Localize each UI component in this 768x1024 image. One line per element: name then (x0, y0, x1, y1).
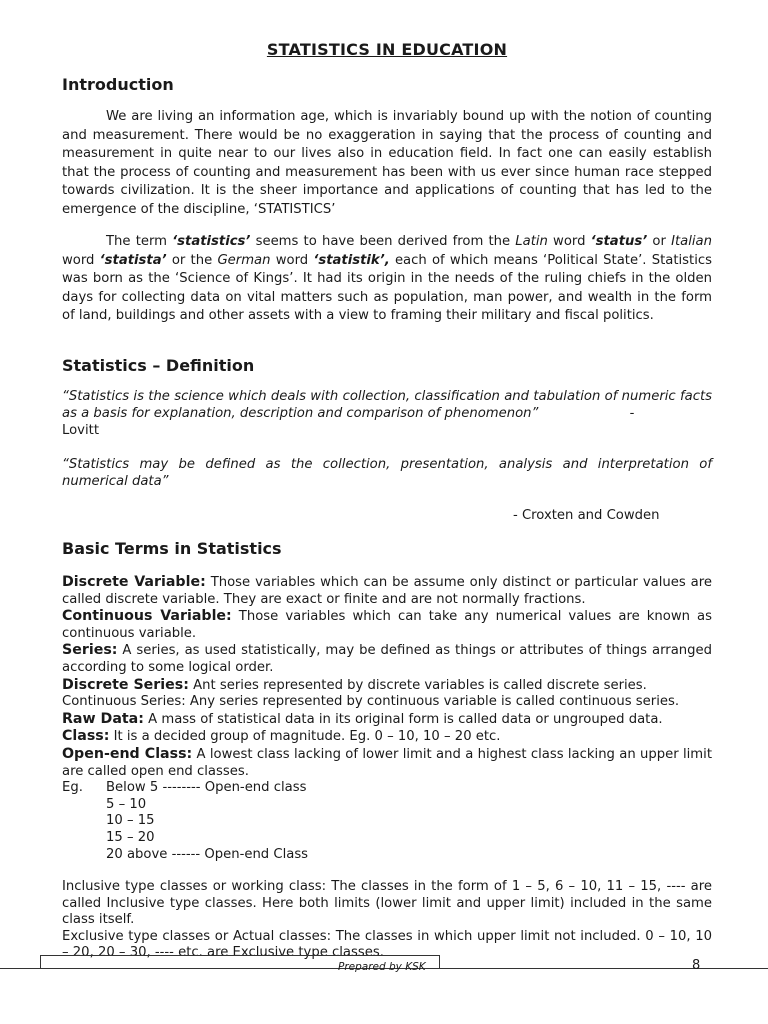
example-line: 10 – 15 (106, 813, 155, 829)
term-class: Class: It is a decided group of magnitude. Eg. 0 – 10, 10 – 20 etc. (62, 728, 501, 745)
term-continuous-variable: Continuous Variable: Those variables which can take any numerical values are known as continuous variable. (62, 608, 712, 641)
page-number: 8 (692, 958, 701, 973)
quote-author-croxten: - Croxten and Cowden (513, 508, 660, 523)
term-series: Series: A series, as used statistically, may be defined as things or attributes of things arranged according to some logical order. (62, 642, 712, 675)
definition-heading: Statistics – Definition (62, 356, 255, 375)
example-line: 20 above ------ Open-end Class (106, 846, 309, 862)
example-line: 5 – 10 (106, 796, 147, 812)
basic-terms-list (62, 574, 712, 962)
example-line: Below 5 -------- Open-end class (106, 780, 307, 796)
example-label: Eg. (62, 780, 83, 796)
intro-paragraph-2: The term ‘statistics’ seems to have been derived from the Latin word ‘status’ or Italian word ‘statista’ or the German word ‘statistik’, each of which means ‘Political State’. Statistics was born as the ‘Science of Kings’. It had its origin in the needs of the ruling chiefs in the olden days for collecting data on vital matters such as population, man power, and wealth in the form of land, buildings and other assets with a view to framing their military and fiscal politics. (62, 234, 712, 323)
term-raw-data: Raw Data: A mass of statistical data in its original form is called data or ungrouped data. (62, 710, 663, 727)
term-continuous-series: Continuous Series: Any series represented by continuous variable is called continuous series. (62, 694, 680, 710)
term-inclusive-classes: Inclusive type classes or working class: The classes in the form of 1 – 5, 6 – 10, 11 – 15, ---- are called Inclusive type classes. Here both limits (lower limit and upper limit) included in the same class itself. (62, 879, 712, 928)
example-line: 15 – 20 (106, 829, 155, 845)
basic-terms-heading: Basic Terms in Statistics (62, 539, 282, 558)
definition-quote-croxten: “Statistics may be defined as the collection, presentation, analysis and interpretation of numerical data” (62, 457, 712, 489)
quote-author-lovitt: Lovitt (62, 422, 99, 438)
intro-heading: Introduction (62, 75, 174, 94)
document-title: STATISTICS IN EDUCATION (266, 40, 508, 59)
intro-paragraph-1: We are living an information age, which is invariably bound up with the notion of counting and measurement. There would be no exaggeration in saying that the process of counting and measurement in quite near to our lives also in education field. In fact one can easily establish that the process of counting and measurement has been with us ever since human race stepped towards civilization. It is the sheer importance and applications of counting that has led to the emergence of the discipline, ‘STATISTICS’ (62, 109, 712, 217)
quote-dash: - (629, 405, 635, 421)
term-open-end-class: Open-end Class: A lowest class lacking of lower limit and a highest class lacking an upper limit are called open end classes. (62, 745, 712, 779)
term-exclusive-classes: Exclusive type classes or Actual classes: The classes in which upper limit not included. 0 – 10, 10 – 20, 20 – 30, ---- etc. are Exclusive type classes. (62, 928, 712, 961)
example-row (62, 780, 712, 797)
term-discrete-variable: Discrete Variable: Those variables which can be assume only distinct or particular values are called discrete variable. They are exact or finite and are not normally fractions. (62, 574, 712, 607)
footer-prepared-by: Prepared by KSK (338, 961, 426, 973)
term-discrete-series: Discrete Series: Ant series represented by discrete variables is called discrete series. (62, 676, 647, 693)
quote-text: “Statistics is the science which deals with collection, classification and tabulation of numeric facts as a basis for explanation, description and comparison of phenomenon” (62, 389, 712, 421)
definition-quote-lovitt (62, 389, 712, 439)
